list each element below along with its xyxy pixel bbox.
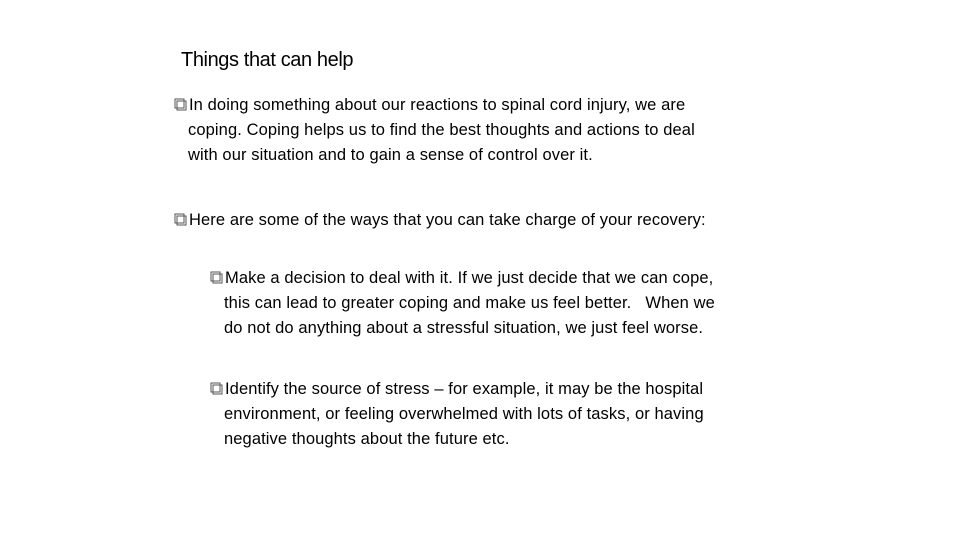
bullet-line: this can lead to greater coping and make us feel better. When we	[224, 294, 715, 312]
square-bullet-icon	[172, 212, 188, 226]
bullet-line: In doing something about our reactions to spinal cord injury, we are	[172, 93, 695, 118]
bullet-line: negative thoughts about the future etc.	[224, 430, 510, 448]
sub-bullet-item	[208, 266, 715, 341]
bullet-line: environment, or feeling overwhelmed with lots of tasks, or having	[224, 405, 704, 423]
bullet-line: do not do anything about a stressful situation, we just feel worse.	[224, 319, 704, 337]
slide-title: Things that can help	[181, 49, 354, 71]
bullet-line: with our situation and to gain a sense of control over it.	[188, 146, 593, 164]
bullet-item	[172, 208, 706, 233]
square-bullet-icon	[172, 97, 188, 111]
bullet-line: Make a decision to deal with it. If we just decide that we can cope,	[208, 266, 715, 291]
bullet-item	[172, 93, 695, 168]
square-bullet-icon	[208, 270, 224, 284]
bullet-line: Here are some of the ways that you can take charge of your recovery:	[172, 208, 706, 233]
square-bullet-icon	[208, 381, 224, 395]
bullet-line: coping. Coping helps us to find the best thoughts and actions to deal	[188, 121, 695, 139]
bullet-line: Identify the source of stress – for example, it may be the hospital	[208, 377, 704, 402]
sub-bullet-item	[208, 377, 704, 452]
